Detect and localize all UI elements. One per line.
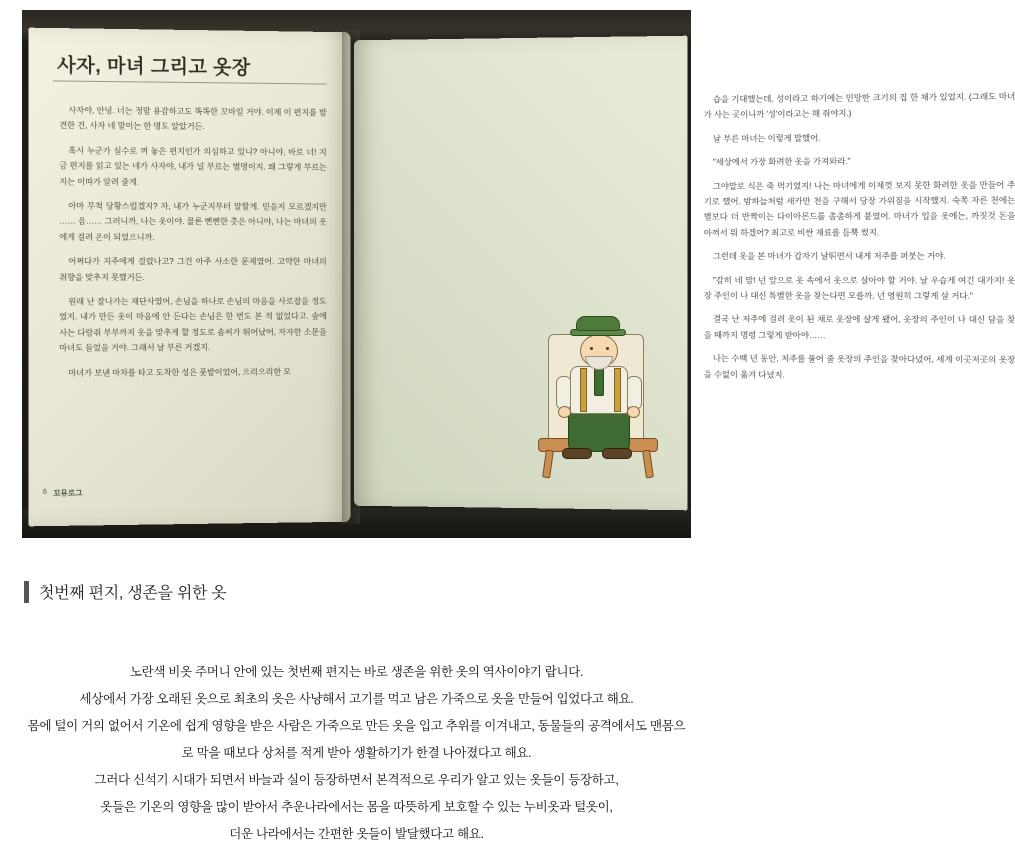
article-section [0, 556, 713, 848]
book-paragraph: 그런데 옷을 본 마녀가 갑자기 날뛰면서 내게 저주를 퍼붓는 거야. [712, 251, 946, 262]
book-right-page-text [704, 89, 1015, 393]
article-paragraph: 몸에 털이 거의 없어서 기온에 쉽게 영향을 받은 사람은 가죽으로 만든 옷을 입고 추위를 이겨내고, 동물들의 공격에서도 맨몸으로 막을 때보다 상처를 적게 받아 생활하기가 한결 나아졌다고 해요. [27, 719, 686, 760]
book-paragraph: "감히 네 맘! 넌 앞으로 옷 속에서 옷으로 살아야 할 거야. 날 우습게 여긴 대가지! 옷장 주인이 나 대신 특별한 옷을 찾는다면 모를까, 넌 영원히 그렇게 살 거다." [703, 275, 1015, 301]
book-left-page-text [59, 103, 327, 390]
book-left-page [29, 28, 351, 527]
headline-row [0, 556, 713, 603]
figure-arm-right-shape [626, 376, 642, 410]
book-paragraph: 사자야, 안녕. 너는 정말 용감하고도 똑똑한 꼬마일 거야. 이제 이 편지를 발견한 건, 사자 네 말이는 한 명도 알았거든. [59, 105, 327, 132]
book-title: 사자, 마녀 그리고 옷장 [57, 55, 251, 79]
book-paragraph: 어쩌다가 지주에게 걸렸나고? 그건 아주 사소한 문제였어. 고약한 마녀의 취향을 맞추지 못했거든. [59, 257, 327, 282]
book-paragraph: 결국 난 저주에 걸려 옷이 된 채로 옷장에 살게 됐어, 옷장의 주인이 나 대신 담을 찾을 때까지 명령 그렇게 받아야…… [703, 314, 1015, 341]
figure-suspender-left-shape [580, 368, 587, 412]
title-divider [53, 80, 327, 84]
book-paragraph: 마녀가 보낸 마차를 타고 도착한 성은 풋밭이었어, 으리으리한 모 [68, 367, 291, 378]
publisher-logo: 꼬뮤로그 [53, 488, 83, 498]
book-paragraph: 습을 기대했는데, 성이라고 하기에는 민망한 크기의 집 한 채가 있었지. (그래도 마녀가 사는 곳이니까 '성'이라고는 해 줘야지.) [703, 91, 1015, 120]
figure-hand-left-shape [558, 406, 571, 418]
figure-tie-shape [594, 368, 604, 396]
article-body [26, 659, 687, 848]
chair-leg-right-shape [642, 450, 654, 479]
book-paragraph: 아마 무척 당황스럽겠지? 자, 내가 누군지부터 말할게. 믿을지 모르겠지만 …… 음…… 그러니까, 나는 옷이야. 물론 뻔뻔한 촛은 아니야, 나는 마녀의 옷에게 걸려 온이 되었으니까. [59, 201, 327, 242]
article-paragraph: 더운 나라에서는 간편한 옷들이 발달했다고 해요. [229, 827, 484, 841]
chair-leg-left-shape [542, 450, 554, 479]
book-paragraph: 날 부른 마녀는 이렇게 말했어. [712, 133, 821, 144]
figure-shoe-right-shape [602, 448, 632, 459]
figure-shoe-left-shape [562, 448, 592, 459]
book-paragraph: 원래 난 잘나가는 재단사였어, 손님을 하나로 손님의 마음을 사로잡을 정도였지. 내가 만든 옷이 마음에 안 든다는 손님은 한 번도 본 적 없었다고. 숲에 사는 다람쥐 부부까지 옷을 맞추게 할 정도로 솜씨가 뛰어났어, 자자한 소문을 마녀도 들었을 거야. 그래서 날 부른 거겠지. [59, 296, 327, 353]
figure-hand-right-shape [627, 406, 640, 418]
seated-old-man-illustration [522, 310, 672, 482]
book-page-number: 6 [42, 488, 47, 496]
book-paragraph: 혹시 누군가 실수로 껴 놓은 편지인가 의심하고 있니? 아니야, 바로 너! 지금 편지를 읽고 있는 네가 사자야, 내가 널 부르는 별명이지. 왜 그렇게 부르는지는 이따가 알려 줄게. [59, 145, 327, 187]
article-paragraph: 노란색 비옷 주머니 안에 있는 첫번째 편지는 바로 생존을 위한 옷의 역사이야기 랍니다. [129, 665, 584, 679]
figure-suspender-right-shape [614, 368, 621, 412]
article-paragraph: 옷들은 기온의 영향을 많이 받아서 추운나라에서는 몸을 따뜻하게 보호할 수 있는 누비옷과 털옷이, [100, 800, 613, 814]
article-paragraph: 세상에서 가장 오래된 옷으로 최초의 옷은 사냥해서 고기를 먹고 남은 가죽으로 옷을 만들어 입었다고 해요. [79, 692, 634, 706]
open-book-photo [22, 10, 1015, 538]
figure-eye-left-shape [590, 347, 593, 350]
article-headline: 첫번째 편지, 생존을 위한 옷 [39, 585, 227, 602]
article-paragraph: 그러다 신석기 시대가 되면서 바늘과 실이 등장하면서 본격적으로 우리가 알고 있는 옷들이 등장하고, [94, 773, 619, 787]
book-paragraph: 나는 수백 년 동안, 저주를 풀어 줄 옷장의 주인을 찾아다녔어, 세계 이곳저곳의 옷장을 수없이 옮겨 다녔지. [703, 354, 1015, 380]
figure-hat-shape [576, 316, 620, 331]
headline-accent-bar [24, 581, 29, 603]
book-paragraph: 그야말로 식은 죽 먹기였지! 나는 마녀에게 이제껏 보지 못한 화려한 옷을 만들어 주기로 했어. 밤하늘처럼 새카만 천을 구해서 당장 가위질을 시작했지. 숙쪽 자른 천에는 별보다 더 반짝이는 다이아몬드를 촘촘하게 붙였어. 마녀가 입을 옷에는, 까짓것 돈을 아껴서 뭐 하겠어? 최고로 비싼 재료를 듬뿍 썼지. [703, 180, 1015, 238]
book-paragraph: "세상에서 가장 화려한 옷을 가져와라." [712, 157, 851, 168]
figure-trousers-shape [568, 410, 630, 452]
figure-eye-right-shape [606, 347, 609, 350]
